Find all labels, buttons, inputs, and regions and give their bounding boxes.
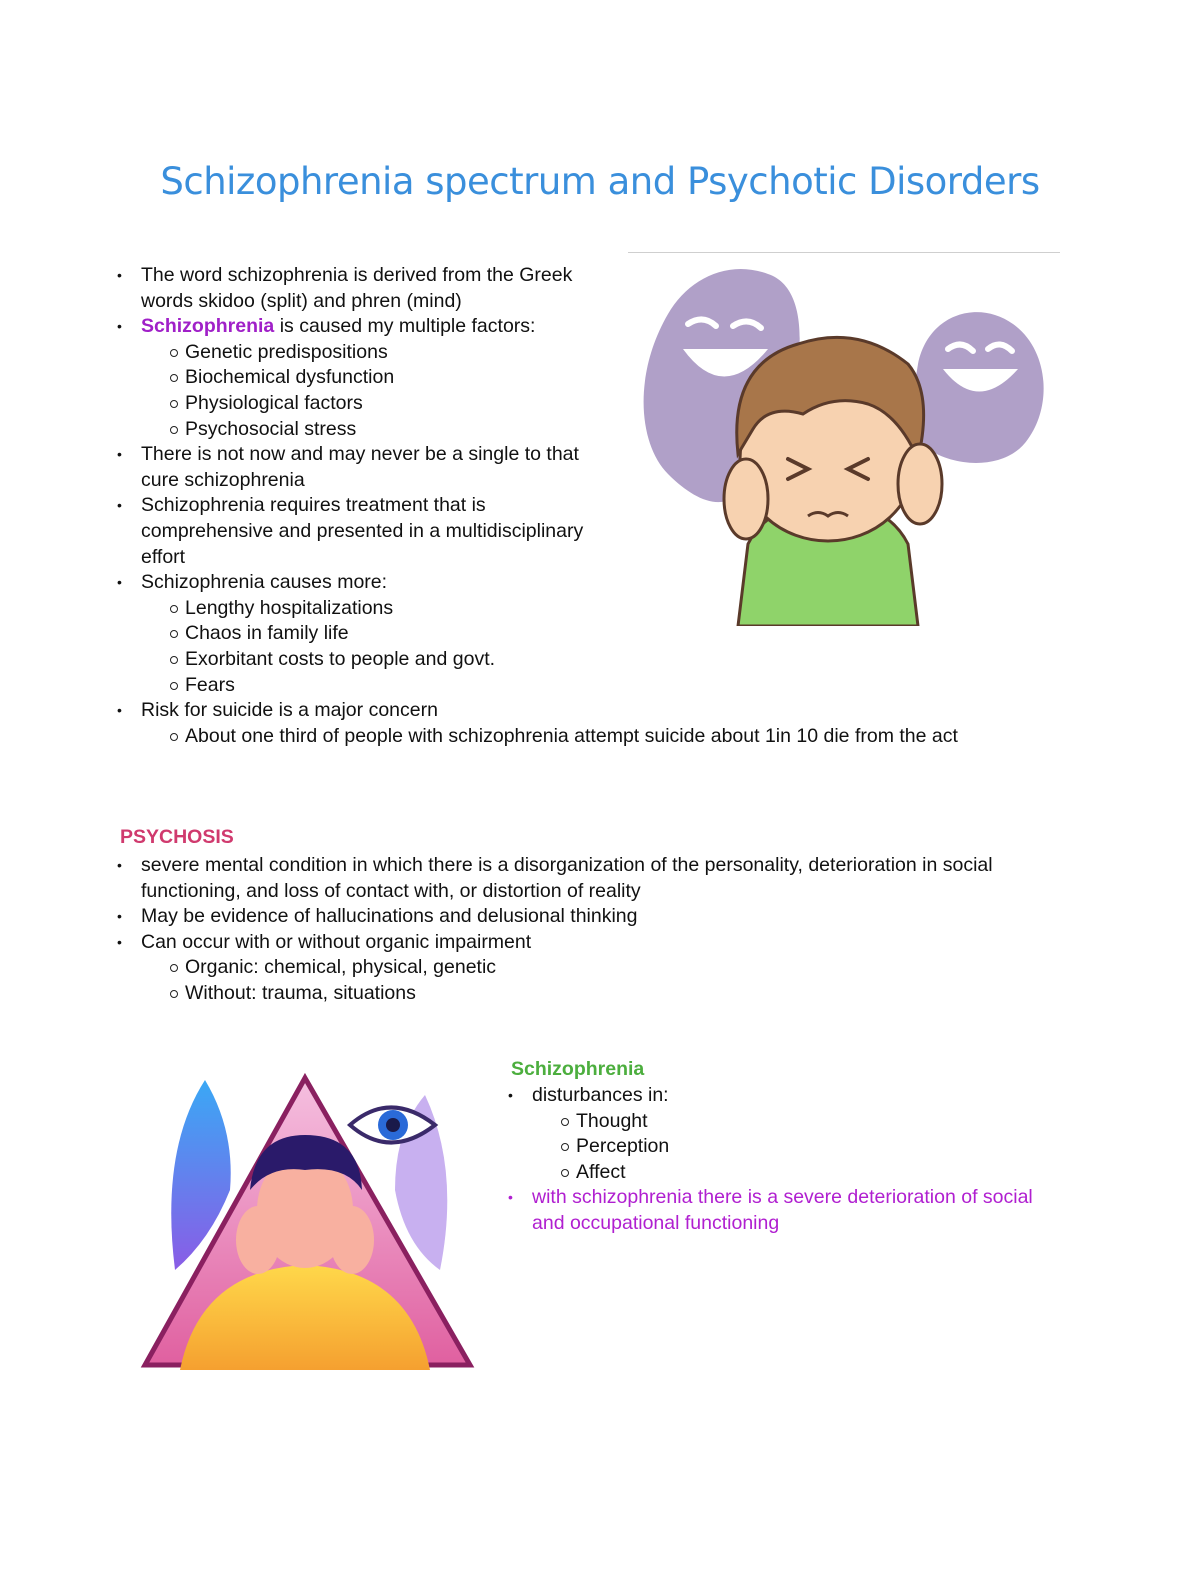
list-item: • The word schizophrenia is derived from the Greek words skidoo (split) and phren (mind)	[115, 263, 590, 314]
boy-covering-ears-illustration	[628, 254, 1060, 626]
sub-list-item: Affect	[506, 1160, 1046, 1186]
sub-list-item: About one third of people with schizophrenia attempt suicide about 1in 10 die from the act	[115, 724, 1115, 750]
sub-list-item: Thought	[506, 1109, 1046, 1135]
list-item: • Schizophrenia requires treatment that is comprehensive and presented in a multidisciplinary effort	[115, 493, 590, 570]
highlight-term: Schizophrenia	[141, 315, 275, 338]
sub-list-item: Organic: chemical, physical, genetic	[115, 955, 1055, 981]
intro-list-continued	[115, 698, 1115, 749]
sub-list-item: Chaos in family life	[115, 621, 590, 647]
schizophrenia-heading: Schizophrenia	[511, 1058, 645, 1080]
sub-list-item: Perception	[506, 1134, 1046, 1160]
list-item-text: is caused my multiple factors:	[274, 315, 536, 338]
sub-list-item: Lengthy hospitalizations	[115, 596, 590, 622]
schizophrenia-list	[506, 1083, 1046, 1237]
list-item: • severe mental condition in which there is a disorganization of the personality, deterioration in social functioning, and loss of contact with, or distortion of reality	[115, 853, 1055, 904]
list-item: • There is not now and may never be a single to that cure schizophrenia	[115, 442, 590, 493]
list-item: • Schizophrenia causes more:	[115, 570, 590, 596]
sub-list-item: Psychosocial stress	[115, 417, 590, 443]
list-item: • May be evidence of hallucinations and delusional thinking	[115, 904, 1055, 930]
psychosis-list	[115, 853, 1055, 1007]
divider	[628, 252, 1060, 253]
intro-list	[115, 263, 590, 698]
sub-list-item: Fears	[115, 673, 590, 699]
psychosis-heading: PSYCHOSIS	[120, 826, 234, 848]
list-item: • Can occur with or without organic impairment	[115, 930, 1055, 956]
sub-list-item: Genetic predispositions	[115, 340, 590, 366]
sub-list-item: Physiological factors	[115, 391, 590, 417]
list-item	[115, 314, 590, 340]
person-triangle-eye-illustration	[140, 1070, 480, 1380]
sub-list-item: Biochemical dysfunction	[115, 365, 590, 391]
sub-list-item: Without: trauma, situations	[115, 981, 1055, 1007]
list-item-highlighted: • with schizophrenia there is a severe deterioration of social and occupational functioning	[506, 1185, 1046, 1236]
list-item: • disturbances in:	[506, 1083, 1046, 1109]
list-item: • Risk for suicide is a major concern	[115, 698, 1115, 724]
page-title: Schizophrenia spectrum and Psychotic Disorders	[160, 160, 1040, 203]
sub-list-item: Exorbitant costs to people and govt.	[115, 647, 590, 673]
